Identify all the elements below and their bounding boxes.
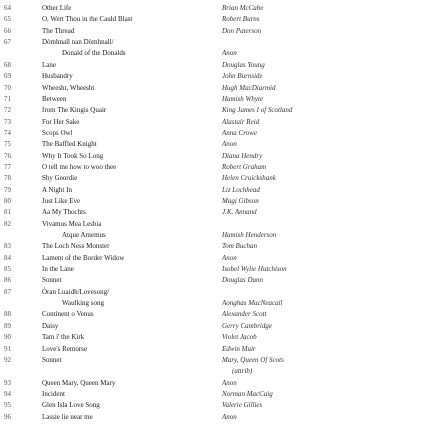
poem-title: Vivamus Mea Lesbia [42,219,102,228]
poem-title: Husbandry [42,72,73,81]
page-number: 71 [4,94,11,103]
poem-author: Anon [222,49,237,58]
poem-author: Alexander Scott [222,310,267,319]
page-number: 70 [4,83,11,92]
poem-title: Donald of the Donalds [62,49,126,58]
poem-title: Scops Owl [42,128,73,137]
toc-entry [0,3,428,13]
poem-author: Anon [222,253,237,262]
toc-entry [0,139,428,149]
poem-author: Robert Graham [222,162,267,171]
toc-entry [0,400,428,410]
toc-entry [0,298,428,308]
poem-title: Daisy [42,321,59,330]
poem-title: Waulking song [62,299,105,308]
poem-author: (attrib) [232,367,253,376]
toc-entry [0,173,428,183]
poem-title: Why It Took So Long [42,151,104,160]
poem-title: Just Like Eve [42,196,81,205]
poem-author: Anon [222,412,237,421]
toc-entry [0,389,428,399]
poem-author: Don Paterson [222,26,262,35]
toc-entry [0,321,428,331]
page-number: 95 [4,401,11,410]
page-number: 82 [4,219,11,228]
poem-title: Queen Mary, Queen Mary [42,378,116,387]
page-number: 93 [4,378,11,387]
toc-entry [0,378,428,388]
toc-entry [0,162,428,172]
toc-entry [0,355,428,365]
toc-entry [0,128,428,138]
page-number: 67 [4,38,11,46]
page-number: 66 [4,26,11,35]
poem-title: Aa My Thochts [42,208,86,217]
poem-author: John Burnside [222,72,263,81]
page-number: 80 [4,196,11,205]
toc-entry [0,241,428,251]
poem-author: Brian McCabe [222,4,264,12]
toc-entry [0,117,428,127]
poem-title: Between [42,94,67,103]
poem-title: Love's Remorse [42,344,88,353]
poem-author: Valerie Gillies [222,401,263,410]
toc-entry [0,37,428,47]
page-number: 65 [4,15,11,24]
page-number: 69 [4,72,11,81]
page-number: 85 [4,265,11,274]
page-number: 77 [4,162,11,171]
page-number: 89 [4,321,11,330]
toc-entry [0,83,428,93]
toc-entry [0,105,428,115]
poem-author: Hugh MacDiarmid [222,83,276,92]
poem-title: from The Kingis Quair [42,106,107,115]
toc-entry [0,94,428,104]
page-number: 76 [4,151,11,160]
toc-entry [0,60,428,70]
page-number: 86 [4,276,11,285]
poem-author: Hamish Whyte [222,94,264,103]
toc-entry [0,219,428,229]
poem-author: Aonghas MacNeacail [222,299,283,308]
toc-entry [0,264,428,274]
page-number: 96 [4,412,11,421]
poem-author: J.K. Annand [222,208,257,217]
poem-title: O tell me how to woo thee [42,162,117,171]
toc-entry [0,26,428,36]
page-number: 64 [4,4,11,12]
toc-entry [0,196,428,206]
poem-author: King James I of Scotland [222,106,293,115]
toc-entry [0,275,428,285]
poem-author: Alastair Reid [222,117,260,126]
toc-entry [0,344,428,354]
page-number: 91 [4,344,11,353]
poem-title: Dòmhnall nan Dòmhnall/ [42,38,114,46]
toc-entry [0,151,428,161]
poem-author: Anon [222,140,237,149]
poem-title: O, Wert Thou in the Cauld Blast [42,15,133,24]
page-number: 79 [4,185,11,194]
poem-author: Robert Burns [222,15,260,24]
page-number: 74 [4,128,11,137]
page-number: 94 [4,389,11,398]
page-number: 87 [4,287,11,296]
page-number: 83 [4,242,11,251]
poem-author: Douglas Young [222,60,265,69]
toc-entry [0,230,428,240]
poem-title: Atque Amemus [62,231,106,239]
poem-title: Tam i' the Kirk [42,333,85,342]
poem-title: In the Lane [42,265,74,274]
page-number: 90 [4,333,11,342]
poem-title: Òran Luaidh/Lovesong/ [42,287,110,296]
page-number: 88 [4,310,11,319]
poem-title: The Thread [42,26,75,35]
poem-title: For Her Sake [42,117,80,126]
poem-title: Shy Geordie [42,174,78,183]
poem-title: The Loch Ness Monster [42,242,110,251]
toc-entry [0,207,428,217]
poem-title: Glen Isla Love Song [42,401,100,410]
page-number: 84 [4,253,11,262]
poem-author: Anon [222,378,237,387]
toc-entry [0,309,428,319]
poem-title: Sonnet [42,276,62,285]
poem-author: Douglas Dunn [222,276,264,285]
poem-title: Lane [42,60,56,69]
toc-entry [0,412,428,422]
poem-author: Edwin Muir [222,344,256,353]
poem-author: Hamish Henderson [222,231,277,239]
poem-author: Diana Hendry [222,151,263,160]
page-number: 75 [4,140,11,149]
toc-entry [0,14,428,24]
toc-entry [0,366,428,376]
poem-title: A Night In [42,185,72,194]
page-number: 72 [4,106,11,115]
page-number: 68 [4,60,11,69]
poem-author: Norman MacCaig [222,389,273,398]
toc-entry [0,185,428,195]
page-number: 92 [4,355,11,364]
poem-author: Isobel Wylie Hutchison [222,265,287,274]
toc-entry [0,71,428,81]
poem-title: The Baffled Knight [42,140,97,149]
toc-entry [0,48,428,58]
poem-author: Mary, Queen Of Scots [222,355,284,364]
page-number: 78 [4,174,11,183]
page-number: 81 [4,208,11,217]
page-number: 73 [4,117,11,126]
poem-title: Other Life [42,4,72,12]
poem-author: Liz Lochhead [222,185,260,194]
toc-entry [0,332,428,342]
poem-title: Sonnet [42,355,62,364]
poem-author: Violet Jacob [222,333,257,342]
poem-title: Lassie lie near me [42,412,93,421]
poem-title: Wheesht, Wheesht [42,83,95,92]
poem-title: Lament of the Border Widow [42,253,125,262]
poem-author: Magi Gibson [222,196,259,205]
poem-author: Anna Crowe [222,128,257,137]
toc-entry [0,287,428,297]
poem-title: Continent o Venus [42,310,94,319]
poem-author: Helen Cruickshank [222,174,276,183]
poem-author: Tom Buchan [222,242,257,251]
poem-title: Incident [42,389,65,398]
toc-entry [0,253,428,263]
poem-author: Gerry Cambridge [222,321,272,330]
